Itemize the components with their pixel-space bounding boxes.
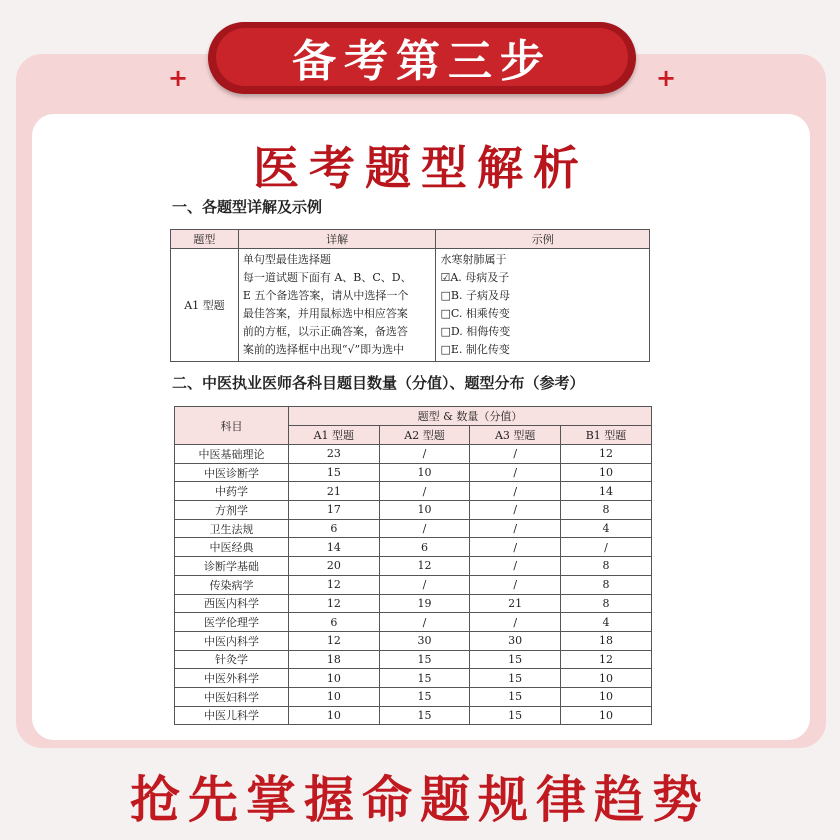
plus-icon: + [656, 64, 677, 92]
detail-line: 每一道试题下面有 A、B、C、D、 [242, 271, 412, 284]
value-cell: 15 [470, 687, 561, 706]
value-cell: / [561, 538, 652, 557]
type-header-a2: A2 型题 [379, 426, 470, 445]
question-type-row [171, 249, 650, 362]
header-example: 示例 [436, 230, 650, 249]
value-cell: 12 [289, 631, 380, 650]
value-cell: / [470, 613, 561, 632]
table-row [175, 501, 652, 520]
value-cell: 21 [289, 482, 380, 501]
subject-cell: 中医经典 [175, 538, 289, 557]
value-cell: / [379, 482, 470, 501]
value-cell: 12 [561, 445, 652, 464]
value-cell: / [470, 463, 561, 482]
value-cell: 12 [561, 650, 652, 669]
table-row [175, 594, 652, 613]
detail-line: 前的方框，以示正确答案，备选答 [242, 325, 408, 338]
value-cell: 10 [561, 706, 652, 725]
value-cell: 10 [289, 669, 380, 688]
plus-icon: + [168, 64, 189, 92]
table-row [175, 650, 652, 669]
header-type: 题型 [171, 230, 239, 249]
subject-cell: 中药学 [175, 482, 289, 501]
detail-line: 单句型最佳选择题 [242, 253, 331, 266]
value-cell: 23 [289, 445, 380, 464]
subject-cell: 中医外科学 [175, 669, 289, 688]
example-line: □B. 子病及母 [440, 289, 510, 302]
a1-type-cell: A1 型题 [171, 249, 239, 362]
value-cell: 18 [289, 650, 380, 669]
value-cell: / [379, 445, 470, 464]
example-line: □E. 制化传变 [440, 343, 510, 356]
value-cell: 12 [289, 594, 380, 613]
subject-cell: 中医诊断学 [175, 463, 289, 482]
section2-heading: 二、中医执业医师各科目题目数量（分值）、题型分布（参考） [172, 374, 585, 392]
footer-slogan: 抢先掌握命题规律趋势 [130, 771, 710, 829]
value-cell: 15 [289, 463, 380, 482]
table-row [175, 575, 652, 594]
subject-cell: 中医内科学 [175, 631, 289, 650]
value-cell: 8 [561, 501, 652, 520]
table-row [175, 687, 652, 706]
value-cell: / [470, 482, 561, 501]
value-cell: 14 [561, 482, 652, 501]
subject-cell: 传染病学 [175, 575, 289, 594]
table-row [175, 445, 652, 464]
example-line: 水寒射肺属于 [440, 253, 507, 266]
value-cell: 10 [289, 687, 380, 706]
table-row [175, 631, 652, 650]
subject-cell: 医学伦理学 [175, 613, 289, 632]
value-cell: 19 [379, 594, 470, 613]
subject-cell: 卫生法规 [175, 519, 289, 538]
value-cell: 6 [379, 538, 470, 557]
document-title: 医考题型解析 [253, 141, 589, 195]
subject-cell: 诊断学基础 [175, 557, 289, 576]
value-cell: / [470, 445, 561, 464]
value-cell: 15 [379, 669, 470, 688]
value-cell: 14 [289, 538, 380, 557]
table-row [175, 706, 652, 725]
step-banner [208, 22, 636, 94]
value-cell: 6 [289, 519, 380, 538]
step-banner-title: 备考第三步 [292, 36, 552, 87]
type-header-a1: A1 型题 [289, 426, 380, 445]
example-line: □C. 相乘传变 [440, 307, 510, 320]
value-cell: 8 [561, 557, 652, 576]
value-cell: 10 [561, 669, 652, 688]
subject-cell: 中医基础理论 [175, 445, 289, 464]
value-cell: / [470, 575, 561, 594]
section1-heading: 一、各题型详解及示例 [172, 198, 323, 216]
example-line: ☑A. 母病及子 [440, 271, 510, 284]
group-header: 题型 & 数量（分值） [289, 407, 652, 426]
detail-line: 案前的选择框中出现“√”即为选中 [242, 343, 405, 356]
value-cell: 15 [470, 650, 561, 669]
type-header-a3: A3 型题 [470, 426, 561, 445]
distribution-table-body [175, 445, 652, 725]
value-cell: 10 [289, 706, 380, 725]
value-cell: 8 [561, 594, 652, 613]
value-cell: 18 [561, 631, 652, 650]
value-cell: 30 [470, 631, 561, 650]
value-cell: 8 [561, 575, 652, 594]
subject-header: 科目 [175, 407, 289, 445]
value-cell: / [379, 519, 470, 538]
header-detail: 详解 [238, 230, 436, 249]
subject-cell: 中医妇科学 [175, 687, 289, 706]
table-row [175, 463, 652, 482]
a1-example-cell [436, 249, 650, 362]
detail-line: E 五个备选答案，请从中选择一个 [242, 289, 409, 302]
value-cell: 15 [470, 706, 561, 725]
subject-cell: 中医儿科学 [175, 706, 289, 725]
table-row [175, 482, 652, 501]
value-cell: 15 [379, 706, 470, 725]
value-cell: 20 [289, 557, 380, 576]
value-cell: 17 [289, 501, 380, 520]
a1-detail-cell [238, 249, 436, 362]
table-row [175, 519, 652, 538]
value-cell: / [470, 501, 561, 520]
distribution-table [174, 406, 652, 725]
value-cell: 10 [561, 463, 652, 482]
question-type-header-row [171, 230, 650, 249]
detail-line: 最佳答案，并用鼠标选中相应答案 [242, 307, 408, 320]
value-cell: 12 [379, 557, 470, 576]
value-cell: / [470, 557, 561, 576]
subject-cell: 西医内科学 [175, 594, 289, 613]
subject-cell: 针灸学 [175, 650, 289, 669]
value-cell: / [470, 519, 561, 538]
value-cell: / [470, 538, 561, 557]
value-cell: 10 [561, 687, 652, 706]
step-banner-inner [216, 28, 628, 86]
subject-cell: 方剂学 [175, 501, 289, 520]
value-cell: 12 [289, 575, 380, 594]
value-cell: 15 [379, 687, 470, 706]
value-cell: 15 [379, 650, 470, 669]
value-cell: 4 [561, 613, 652, 632]
value-cell: / [379, 613, 470, 632]
table-row [175, 557, 652, 576]
table-row [175, 613, 652, 632]
value-cell: 10 [379, 463, 470, 482]
table-row [175, 538, 652, 557]
distribution-group-header-row [175, 407, 652, 426]
value-cell: 4 [561, 519, 652, 538]
example-line: □D. 相侮传变 [440, 325, 511, 338]
value-cell: / [379, 575, 470, 594]
type-header-b1: B1 型题 [561, 426, 652, 445]
value-cell: 30 [379, 631, 470, 650]
value-cell: 15 [470, 669, 561, 688]
value-cell: 10 [379, 501, 470, 520]
table-row [175, 669, 652, 688]
value-cell: 21 [470, 594, 561, 613]
value-cell: 6 [289, 613, 380, 632]
question-type-table [170, 229, 650, 362]
